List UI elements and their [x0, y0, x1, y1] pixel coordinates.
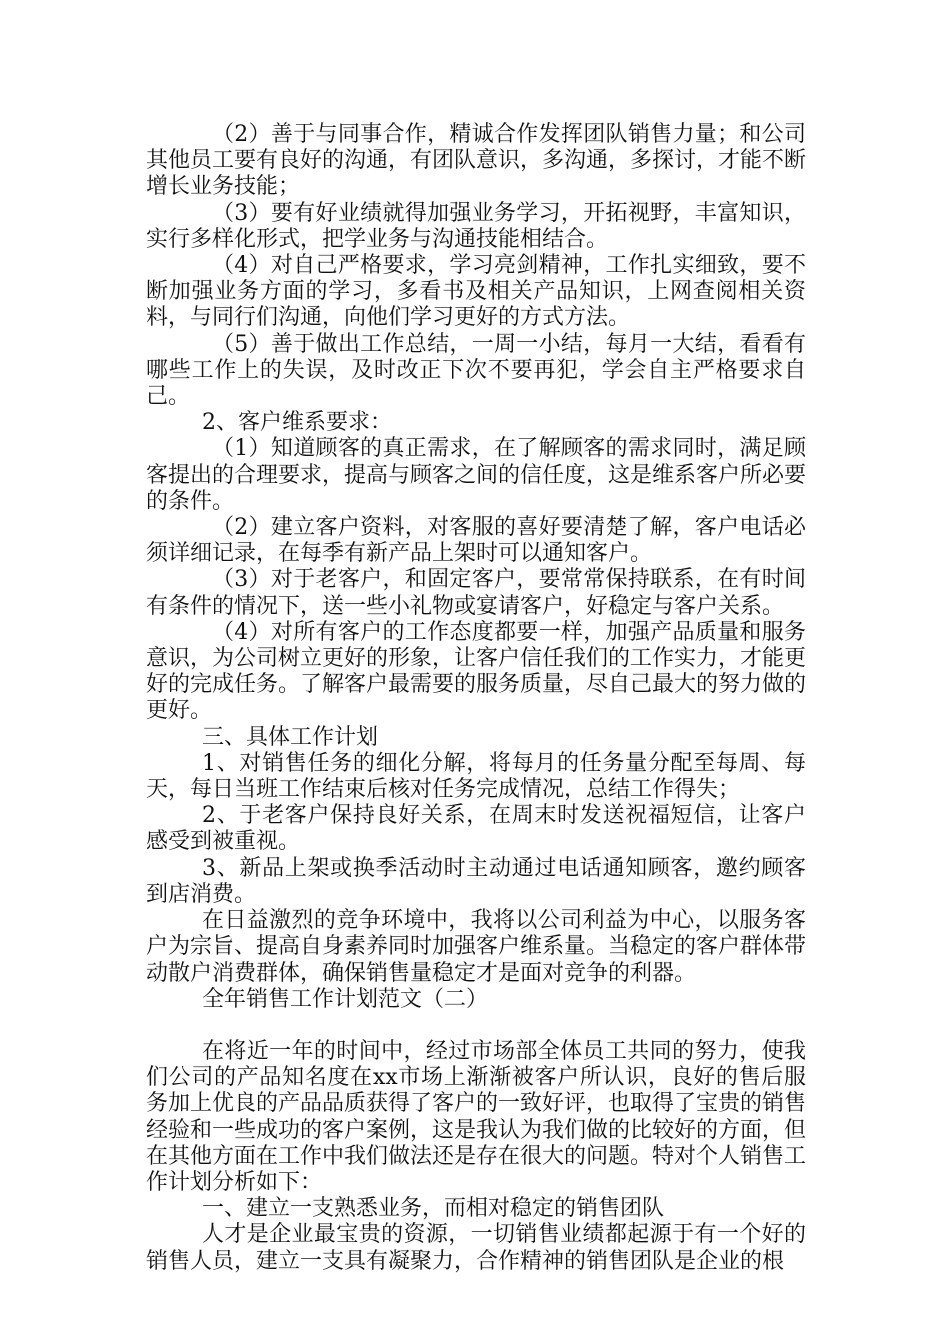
paragraph: 在将近一年的时间中，经过市场部全体员工共同的努力，使我们公司的产品知名度在xx市场上渐渐被客户所认识，良好的售后服务加上优良的产品品质获得了客户的一致好评，也取得了宝贵的销售经验和一些成功的客户案例，这是我认为我们做的比较好的方面，但在其他方面在工作中我们做法还是存在很大的问题。特对个人销售工作计划分析如下： [146, 1038, 807, 1195]
section-heading: 一、建立一支熟悉业务，而相对稳定的销售团队 [202, 1196, 665, 1222]
paragraph: 2、于老客户保持良好关系，在周末时发送祝福短信，让客户感受到被重视。 [146, 803, 806, 855]
paragraph: 3、新品上架或换季活动时主动通过电话通知顾客，邀约顾客到店消费。 [146, 855, 806, 907]
document-body [146, 122, 806, 1275]
paragraph: （2）善于与同事合作，精诚合作发挥团队销售力量；和公司其他员工要有良好的沟通，有团队意识，多沟通，多探讨，才能不断增长业务技能； [146, 122, 807, 200]
paragraph: （5）善于做出工作总结，一周一小结，每月一大结，看看有哪些工作上的失误，及时改正下次不要再犯，学会自主严格要求自己。 [146, 331, 806, 410]
section-heading: 2、客户维系要求： [202, 410, 392, 436]
paragraph: （3）对于老客户，和固定客户，要常常保持联系，在有时间有条件的情况下，送一些小礼物或宴请客户，好稳定与客户关系。 [146, 567, 806, 619]
blank-line [146, 1013, 806, 1039]
paragraph: （4）对自己严格要求，学习亮剑精神，工作扎实细致，要不断加强业务方面的学习，多看书及相关产品知识，上网查阅相关资料，与同行们沟通，向他们学习更好的方式方法。 [146, 253, 806, 331]
paragraph: （1）知道顾客的真正需求，在了解顾客的需求同时，满足顾客提出的合理要求，提高与顾客之间的信任度，这是维系客户所必要的条件。 [146, 436, 807, 514]
paragraph: （2）建立客户资料，对客服的喜好要清楚了解，客户电话必须详细记录，在每季有新产品上架时可以通知客户。 [146, 515, 806, 567]
paragraph: 在日益激烈的竞争环境中，我将以公司利益为中心，以服务客户为宗旨、提高自身素养同时加强客户维系量。当稳定的客户群体带动散户消费群体，确保销售量稳定才是面对竞争的利器。 [146, 908, 807, 986]
paragraph: （3）要有好业绩就得加强业务学习，开拓视野，丰富知识，实行多样化形式，把学业务与沟通技能相结合。 [146, 200, 806, 252]
paragraph: 1、对销售任务的细化分解，将每月的任务量分配至每周、每天，每日当班工作结束后核对任务完成情况，总结工作得失； [146, 750, 806, 803]
paragraph: （4）对所有客户的工作态度都要一样，加强产品质量和服务意识，为公司树立更好的形象，让客户信任我们的工作实力，才能更好的完成任务。了解客户最需要的服务质量，尽自己最大的努力做的更好。 [146, 619, 807, 724]
section-heading: 三、具体工作计划 [202, 724, 379, 750]
paragraph: 人才是企业最宝贵的资源，一切销售业绩都起源于有一个好的销售人员，建立一支具有凝聚力，合作精神的销售团队是企业的根 [146, 1222, 806, 1274]
document-subtitle: 全年销售工作计划范文（二） [202, 986, 489, 1012]
